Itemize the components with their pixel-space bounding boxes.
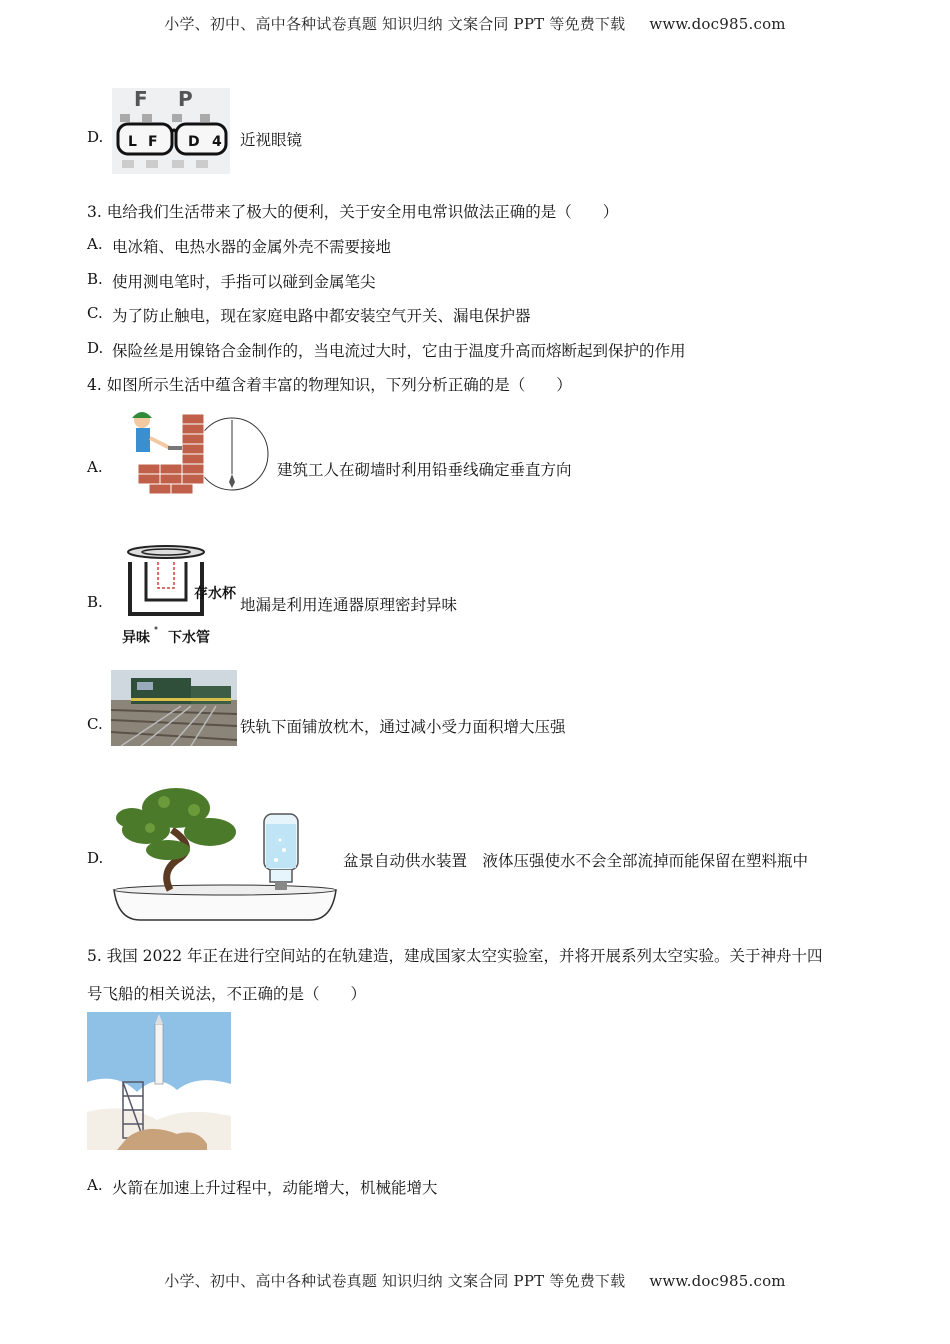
q3-option-b-text: 使用测电笔时，手指可以碰到金属笔尖 — [112, 273, 376, 291]
page-footer — [0, 1270, 950, 1291]
header-site: www.doc985.com — [649, 15, 786, 33]
q5-option-a-text: 火箭在加速上升过程中，动能增大，机械能增大 — [112, 1179, 438, 1197]
q4-option-c-text: 铁轨下面铺放枕木，通过减小受力面积增大压强 — [240, 718, 566, 736]
odor-label: 异味 — [122, 630, 150, 646]
pipe-label: 下水管 — [168, 630, 210, 646]
q3-option-d-letter: D. — [87, 339, 104, 357]
q2-option-d-text: 近视眼镜 — [240, 131, 303, 149]
q5-stem-line2: 号飞船的相关说法，不正确的是（ ） — [87, 985, 367, 1003]
q4-option-a-text: 建筑工人在砌墙时利用铅垂线确定垂直方向 — [277, 461, 572, 479]
glasses-image — [112, 88, 230, 174]
plumb-line-image — [128, 408, 270, 498]
q4-option-d-letter: D. — [87, 849, 104, 867]
floor-drain-image — [118, 544, 240, 648]
q3-option-a-text: 电冰箱、电热水器的金属外壳不需要接地 — [112, 238, 392, 256]
chart-letter: D — [188, 134, 200, 150]
q4-stem: 4. 如图所示生活中蕴含着丰富的物理知识，下列分析正确的是（ ） — [87, 376, 572, 394]
q4-option-a-letter: A. — [87, 458, 103, 476]
chart-letter: F — [148, 134, 158, 150]
chart-letter: F — [134, 88, 148, 111]
q3-option-d-text: 保险丝是用镍铬合金制作的，当电流过大时，它由于温度升高而熔断起到保护的作用 — [112, 342, 686, 360]
q5-option-a-letter: A. — [87, 1176, 103, 1194]
page-header — [0, 13, 950, 34]
q2-option-d-letter: D. — [87, 128, 104, 146]
q4-option-c-letter: C. — [87, 715, 103, 733]
q5-stem-line1: 5. 我国 2022 年正在进行空间站的在轨建造，建成国家太空实验室，并将开展系列太空实验。关于神舟十四 — [87, 947, 823, 965]
q3-option-a-letter: A. — [87, 235, 103, 253]
bonsai-image — [110, 780, 340, 925]
chart-letter: P — [178, 88, 193, 111]
rocket-launch-image — [87, 1012, 231, 1150]
q4-option-b-text: 地漏是利用连通器原理密封异味 — [240, 596, 458, 614]
header-text: 小学、初中、高中各种试卷真题 知识归纳 文案合同 PPT 等免费下载 — [164, 15, 626, 33]
footer-site: www.doc985.com — [649, 1272, 786, 1290]
q4-option-b-letter: B. — [87, 593, 103, 611]
chart-letter: 4 — [212, 134, 222, 150]
cup-label: 存水杯 — [194, 586, 236, 602]
q3-option-c-letter: C. — [87, 304, 103, 322]
chart-letter: L — [128, 134, 137, 150]
q3-option-c-text: 为了防止触电，现在家庭电路中都安装空气开关、漏电保护器 — [112, 307, 531, 325]
q3-option-b-letter: B. — [87, 270, 103, 288]
q4-option-d-text: 盆景自动供水装置 液体压强使水不会全部流掉而能保留在塑料瓶中 — [343, 852, 809, 870]
footer-text: 小学、初中、高中各种试卷真题 知识归纳 文案合同 PPT 等免费下载 — [164, 1272, 626, 1290]
q3-stem: 3. 电给我们生活带来了极大的便利，关于安全用电常识做法正确的是（ ） — [87, 203, 619, 221]
railway-image — [111, 670, 237, 746]
